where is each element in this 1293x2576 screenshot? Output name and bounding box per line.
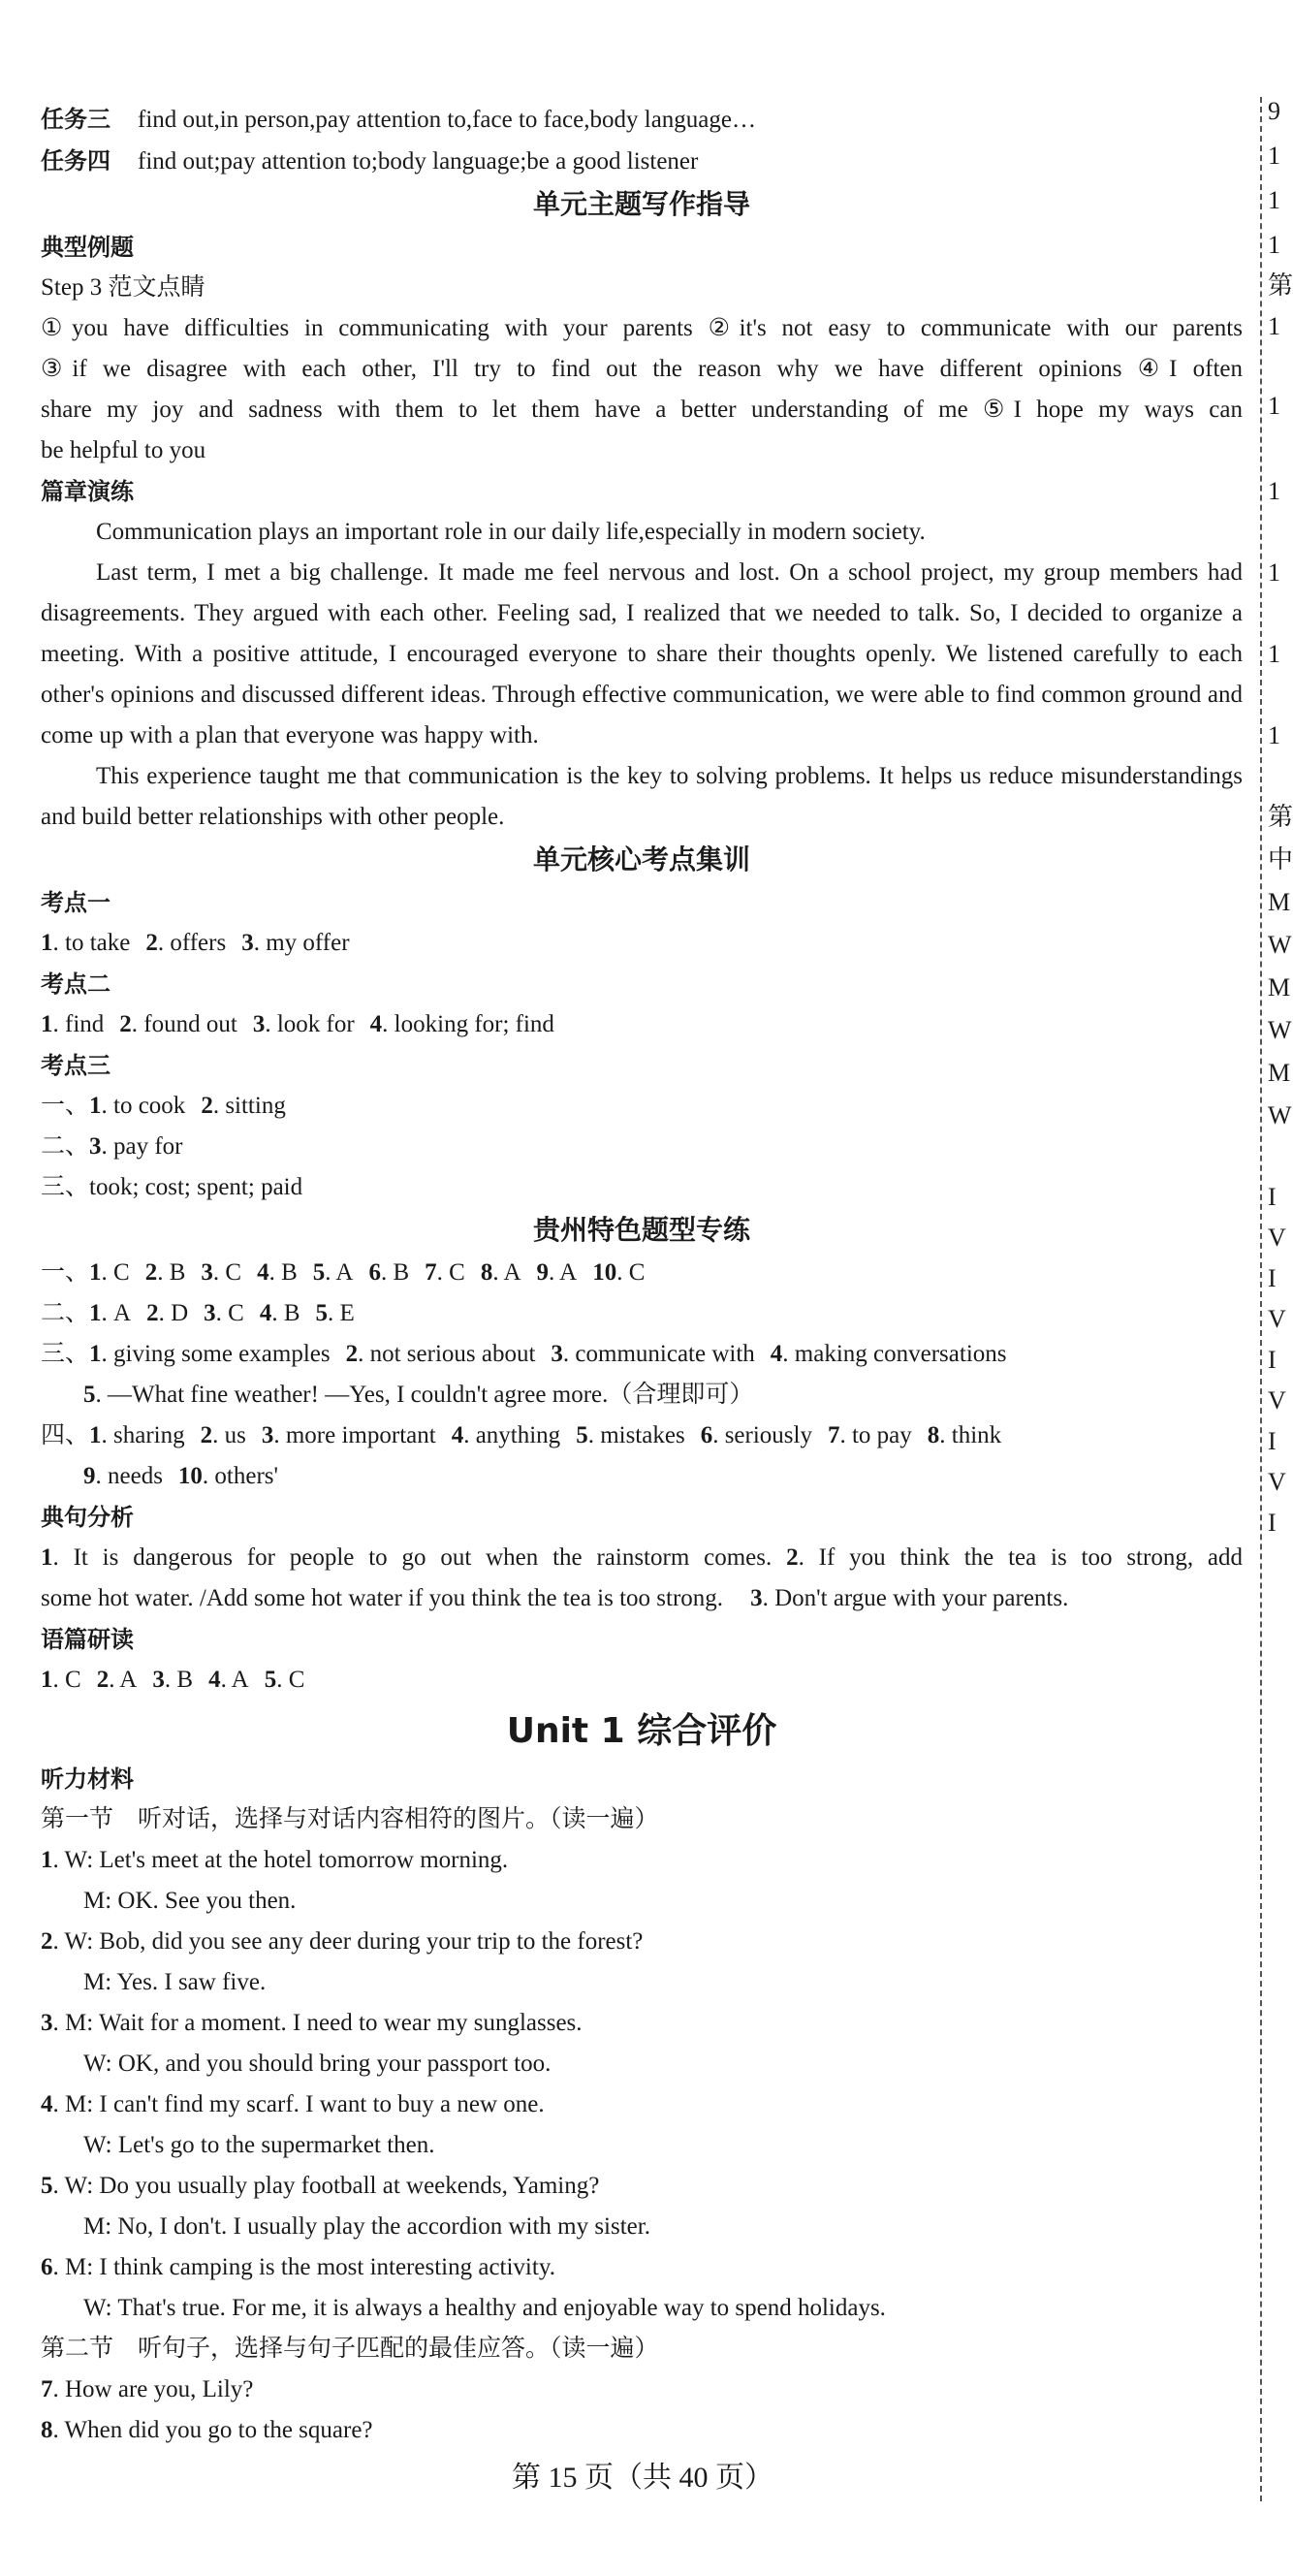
section-prefix: 一、 — [41, 1259, 90, 1286]
essay-paragraph-1: Communication plays an important role in our daily life,especially in modern society. — [96, 519, 926, 545]
column-divider — [1260, 97, 1262, 2501]
essay-paragraph-2: Last term, I met a big challenge. It made me feel nervous and lost. On a school project, my group members had disagreements. They argued with each other. Feeling sad, I realized that we needed to talk. So, I decided to organize a meeting. With a positive attitude, I encouraged everyone to share their thoughts openly. We listened carefully to each other's opinions and discussed different ideas. Through effective communication, we were able to find common ground and come up with a plan that everyone was happy with. — [41, 559, 1243, 748]
answer-number: 7 — [827, 1422, 840, 1448]
task-three-text: find out,in person,pay attention to,face to face,body language… — [138, 107, 756, 133]
answer-number: 6 — [368, 1259, 381, 1286]
answer-text: . to take — [52, 930, 131, 956]
answer-text: . C — [212, 1259, 242, 1286]
answer-number: 3 — [750, 1585, 763, 1611]
dialog-line — [41, 2166, 1243, 2207]
answer-number: 2 — [144, 1259, 158, 1286]
answer-number: 4 — [451, 1422, 464, 1448]
answer-text: some hot water. /Add some hot water if you think the tea is too strong. — [41, 1585, 724, 1611]
task-three-label: 任务三 — [41, 106, 110, 133]
question-eight — [41, 2410, 1243, 2451]
edge-fragment: 1 — [1268, 477, 1280, 505]
dialog-line — [41, 1840, 1243, 1881]
answer-text: . C — [52, 1667, 81, 1693]
answer-number: 3 — [551, 1341, 563, 1367]
edge-fragment: M — [1268, 973, 1291, 1002]
answer-number: 3 — [241, 930, 254, 956]
question-number: 8 — [41, 2417, 53, 2443]
dialog-reply: W: OK, and you should bring your passport too. — [83, 2051, 552, 2077]
answer-text: . anything — [463, 1422, 561, 1448]
answer-text: . think — [939, 1422, 1002, 1448]
answer-number: 5 — [312, 1259, 326, 1286]
answer-number: 3 — [261, 1422, 274, 1448]
dialog-reply: M: OK. See you then. — [83, 1888, 297, 1914]
answer-text: . B — [271, 1300, 300, 1326]
model-phrases-line-3: share my joy and sadness with them to let them have a better understanding of me ⑤I hope my ways can — [41, 397, 1243, 423]
answer-text: . others' — [202, 1463, 279, 1489]
dialog-reply: M: Yes. I saw five. — [83, 1969, 267, 1995]
answer-number: 1 — [89, 1300, 102, 1326]
question-number: 5 — [41, 2173, 53, 2199]
edge-fragment: 1 — [1268, 142, 1280, 170]
answer-text: . us — [212, 1422, 246, 1448]
point-three-answers-1 — [41, 1086, 1243, 1127]
answer-text: . more important — [273, 1422, 436, 1448]
answer-number: 4 — [208, 1667, 221, 1693]
answer-text: . C — [215, 1300, 244, 1326]
guizhou-part-three — [41, 1334, 1243, 1375]
answer-number: 2 — [96, 1667, 110, 1693]
answer-text: . —What fine weather! —Yes, I couldn't agree more.（合理即可） — [95, 1382, 754, 1408]
answer-text: . Don't argue with your parents. — [762, 1585, 1069, 1611]
answer-text: . C — [436, 1259, 465, 1286]
answer-text: . D — [158, 1300, 189, 1326]
answer-number: 5 — [576, 1422, 588, 1448]
point-one-answers — [41, 923, 1243, 964]
answer-number: 8 — [927, 1422, 940, 1448]
core-section-title: 单元核心考点集训 — [532, 843, 750, 875]
answer-text: . It is dangerous for people to go out when the rainstorm comes. — [52, 1544, 773, 1571]
edge-fragment: M — [1268, 888, 1291, 916]
point-three-heading: 考点三 — [41, 1052, 110, 1079]
practice-heading: 篇章演练 — [41, 478, 134, 505]
answer-text: . offers — [157, 930, 227, 956]
reading-heading: 语篇研读 — [41, 1626, 134, 1653]
task-four-label: 任务四 — [41, 147, 110, 175]
answer-number: 5 — [315, 1300, 329, 1326]
answer-text: . E — [328, 1300, 355, 1326]
section-prefix: 二、 — [41, 1300, 90, 1326]
question-number: 6 — [41, 2254, 53, 2280]
point-one-heading: 考点一 — [41, 889, 110, 916]
listening-heading: 听力材料 — [41, 1765, 134, 1793]
dialog-text: . M: I think camping is the most interesting activity. — [52, 2254, 555, 2280]
edge-fragment: W — [1268, 1101, 1292, 1129]
essay-paragraph-3: This experience taught me that communication is the key to solving problems. It helps us reduce misunderstandings and build better relationships with other people. — [41, 763, 1243, 830]
edge-fragment: W — [1268, 1016, 1292, 1044]
model-phrases-line-1: ①you have difficulties in communicating with your parents ②it's not easy to communicate with our parents — [41, 315, 1243, 341]
answer-number: 5 — [264, 1667, 277, 1693]
answer-text: . mistakes — [587, 1422, 685, 1448]
answer-text: . making conversations — [782, 1341, 1007, 1367]
answer-text: . B — [157, 1259, 186, 1286]
answer-text: . not serious about — [358, 1341, 536, 1367]
answer-text: . A — [220, 1667, 249, 1693]
answer-text: . C — [616, 1259, 646, 1286]
dialog-text: . W: Do you usually play football at weekends, Yaming? — [52, 2173, 600, 2199]
model-phrases-line-2: ③if we disagree with each other, I'll try to find out the reason why we have different opinions ④I often — [41, 356, 1243, 382]
edge-fragment: 1 — [1268, 721, 1280, 749]
dialog-line — [41, 2084, 1243, 2125]
guizhou-part-four-cont — [41, 1456, 1243, 1497]
answer-text: . found out — [131, 1011, 237, 1037]
point-three-answers-3: 三、took; cost; spent; paid — [41, 1174, 303, 1200]
reading-answers — [41, 1660, 1243, 1701]
answer-number: 3 — [204, 1300, 216, 1326]
answer-text: . look for — [265, 1011, 355, 1037]
question-text: . How are you, Lily? — [52, 2376, 254, 2402]
edge-fragment: 1 — [1268, 312, 1280, 340]
edge-fragment: W — [1268, 931, 1292, 959]
answer-text: . looking for; find — [382, 1011, 554, 1037]
answer-number: 1 — [89, 1259, 102, 1286]
answer-number: 3 — [252, 1011, 266, 1037]
example-heading: 典型例题 — [41, 234, 134, 261]
edge-fragment: 1 — [1268, 392, 1280, 420]
page-footer: 第 15 页（共 40 页） — [512, 2462, 773, 2494]
guizhou-part-four — [41, 1415, 1243, 1456]
edge-fragment: V — [1268, 1468, 1286, 1496]
edge-fragment: 第 — [1268, 803, 1293, 831]
answer-number: 3 — [89, 1133, 102, 1160]
answer-text: . my offer — [253, 930, 350, 956]
question-number: 3 — [41, 2010, 53, 2036]
edge-fragment: 9 — [1268, 97, 1280, 125]
dialog-text: . M: I can't find my scarf. I want to buy a new one. — [52, 2091, 545, 2117]
answer-number: 2 — [146, 1300, 159, 1326]
answer-number: 2 — [786, 1544, 799, 1571]
answer-text: . seriously — [712, 1422, 812, 1448]
listening-section-one: 第一节 听对话，选择与对话内容相符的图片。（读一遍） — [41, 1806, 659, 1832]
task-four-text: find out;pay attention to;body language;be a good listener — [138, 148, 699, 175]
answer-text: . B — [268, 1259, 298, 1286]
edge-fragment: V — [1268, 1305, 1286, 1333]
section-prefix: 四、 — [41, 1422, 90, 1448]
sentence-analysis-line-2 — [41, 1578, 1243, 1619]
guizhou-part-three-cont — [41, 1375, 1243, 1415]
answer-number: 3 — [152, 1667, 165, 1693]
answer-number: 6 — [700, 1422, 713, 1448]
step-label: Step 3 范文点睛 — [41, 274, 205, 301]
dialog-reply: W: Let's go to the supermarket then. — [83, 2132, 435, 2158]
answer-number: 1 — [89, 1341, 102, 1367]
answer-number: 10 — [592, 1259, 617, 1286]
sentence-analysis-heading: 典句分析 — [41, 1504, 134, 1531]
question-number: 4 — [41, 2091, 53, 2117]
listening-section-two: 第二节 听句子，选择与句子匹配的最佳应答。（读一遍） — [41, 2336, 659, 2362]
answer-number: 4 — [259, 1300, 272, 1326]
answer-text: . find — [52, 1011, 105, 1037]
unit-title: Unit 1 综合评价 — [506, 1711, 777, 1751]
answer-number: 9 — [536, 1259, 550, 1286]
edge-fragment: 第 — [1268, 271, 1293, 300]
answer-text: . needs — [95, 1463, 163, 1489]
answer-number: 1 — [41, 930, 53, 956]
answer-text: . sitting — [212, 1093, 286, 1119]
writing-section-title: 单元主题写作指导 — [532, 188, 750, 220]
dialog-line — [41, 1922, 1243, 1962]
model-phrases-line-4: be helpful to you — [41, 437, 206, 463]
answer-number: 2 — [345, 1341, 359, 1367]
answer-text: . C — [101, 1259, 130, 1286]
dialog-text: . M: Wait for a moment. I need to wear my sunglasses. — [52, 2010, 583, 2036]
edge-fragment: I — [1268, 1183, 1277, 1211]
main-column — [41, 99, 1243, 2451]
answer-text: . A — [549, 1259, 578, 1286]
answer-text: . giving some examples — [101, 1341, 331, 1367]
dialog-line — [41, 2247, 1243, 2288]
answer-number: 10 — [177, 1463, 203, 1489]
answer-number: 5 — [83, 1382, 96, 1408]
question-text: . When did you go to the square? — [52, 2417, 373, 2443]
answer-text: . A — [101, 1300, 132, 1326]
edge-fragment: 1 — [1268, 558, 1280, 587]
answer-number: 1 — [41, 1544, 53, 1571]
answer-number: 2 — [145, 930, 158, 956]
guizhou-part-two — [41, 1293, 1243, 1334]
edge-fragment: V — [1268, 1386, 1286, 1415]
edge-fragment: 1 — [1268, 640, 1280, 668]
answer-number: 1 — [41, 1011, 53, 1037]
answer-text: . If you think the tea is too strong, add — [798, 1544, 1244, 1571]
answer-number: 1 — [89, 1093, 102, 1119]
guizhou-section-title: 贵州特色题型专练 — [532, 1214, 750, 1246]
edge-fragment: I — [1268, 1427, 1277, 1455]
section-prefix: 一、 — [41, 1093, 90, 1119]
dialog-reply: W: That's true. For me, it is always a healthy and enjoyable way to spend holidays. — [83, 2295, 886, 2321]
answer-number: 4 — [369, 1011, 383, 1037]
edge-fragment: V — [1268, 1224, 1286, 1252]
answer-number: 3 — [201, 1259, 213, 1286]
section-prefix: 三、 — [41, 1341, 90, 1367]
answer-text: . A — [109, 1667, 138, 1693]
answer-number: 2 — [200, 1422, 213, 1448]
answer-text: . A — [492, 1259, 521, 1286]
answer-number: 2 — [119, 1011, 132, 1037]
point-two-answers — [41, 1004, 1243, 1045]
answer-number: 1 — [41, 1667, 53, 1693]
answer-number: 4 — [257, 1259, 269, 1286]
section-prefix: 二、 — [41, 1133, 90, 1160]
answer-number: 9 — [83, 1463, 96, 1489]
edge-fragment: I — [1268, 1264, 1277, 1292]
answer-text: . sharing — [101, 1422, 185, 1448]
answer-number: 4 — [770, 1341, 783, 1367]
answer-number: 8 — [480, 1259, 493, 1286]
point-three-answers-2 — [41, 1127, 1243, 1167]
edge-fragment: M — [1268, 1059, 1291, 1087]
dialog-text: . W: Bob, did you see any deer during your trip to the forest? — [52, 1928, 644, 1955]
edge-fragment: I — [1268, 1509, 1277, 1537]
edge-fragment: 1 — [1268, 186, 1280, 214]
sentence-analysis-line-1 — [41, 1538, 1243, 1578]
question-number: 1 — [41, 1847, 53, 1873]
edge-fragment: 中 — [1268, 845, 1293, 874]
answer-number: 2 — [201, 1093, 213, 1119]
question-seven — [41, 2369, 1243, 2410]
answer-text: . A — [325, 1259, 354, 1286]
answer-number: 1 — [89, 1422, 102, 1448]
edge-fragment: 1 — [1268, 231, 1280, 259]
dialog-text: . W: Let's meet at the hotel tomorrow morning. — [52, 1847, 509, 1873]
question-number: 2 — [41, 1928, 53, 1955]
point-two-heading: 考点二 — [41, 970, 110, 998]
answer-text: . communicate with — [562, 1341, 755, 1367]
dialog-reply: M: No, I don't. I usually play the accordion with my sister. — [83, 2213, 650, 2240]
dialog-line — [41, 2003, 1243, 2044]
task-three-line — [41, 99, 1243, 141]
answer-text: . B — [164, 1667, 194, 1693]
dialog-list — [41, 1840, 1243, 2329]
answer-text: . B — [380, 1259, 410, 1286]
answer-number: 7 — [425, 1259, 437, 1286]
edge-fragment: I — [1268, 1346, 1277, 1374]
answer-text: . to pay — [839, 1422, 912, 1448]
answer-text: . to cook — [101, 1093, 186, 1119]
question-number: 7 — [41, 2376, 53, 2402]
answer-text: . C — [276, 1667, 305, 1693]
answer-text: . pay for — [101, 1133, 183, 1160]
guizhou-part-one — [41, 1253, 1243, 1293]
task-four-line — [41, 141, 1243, 182]
